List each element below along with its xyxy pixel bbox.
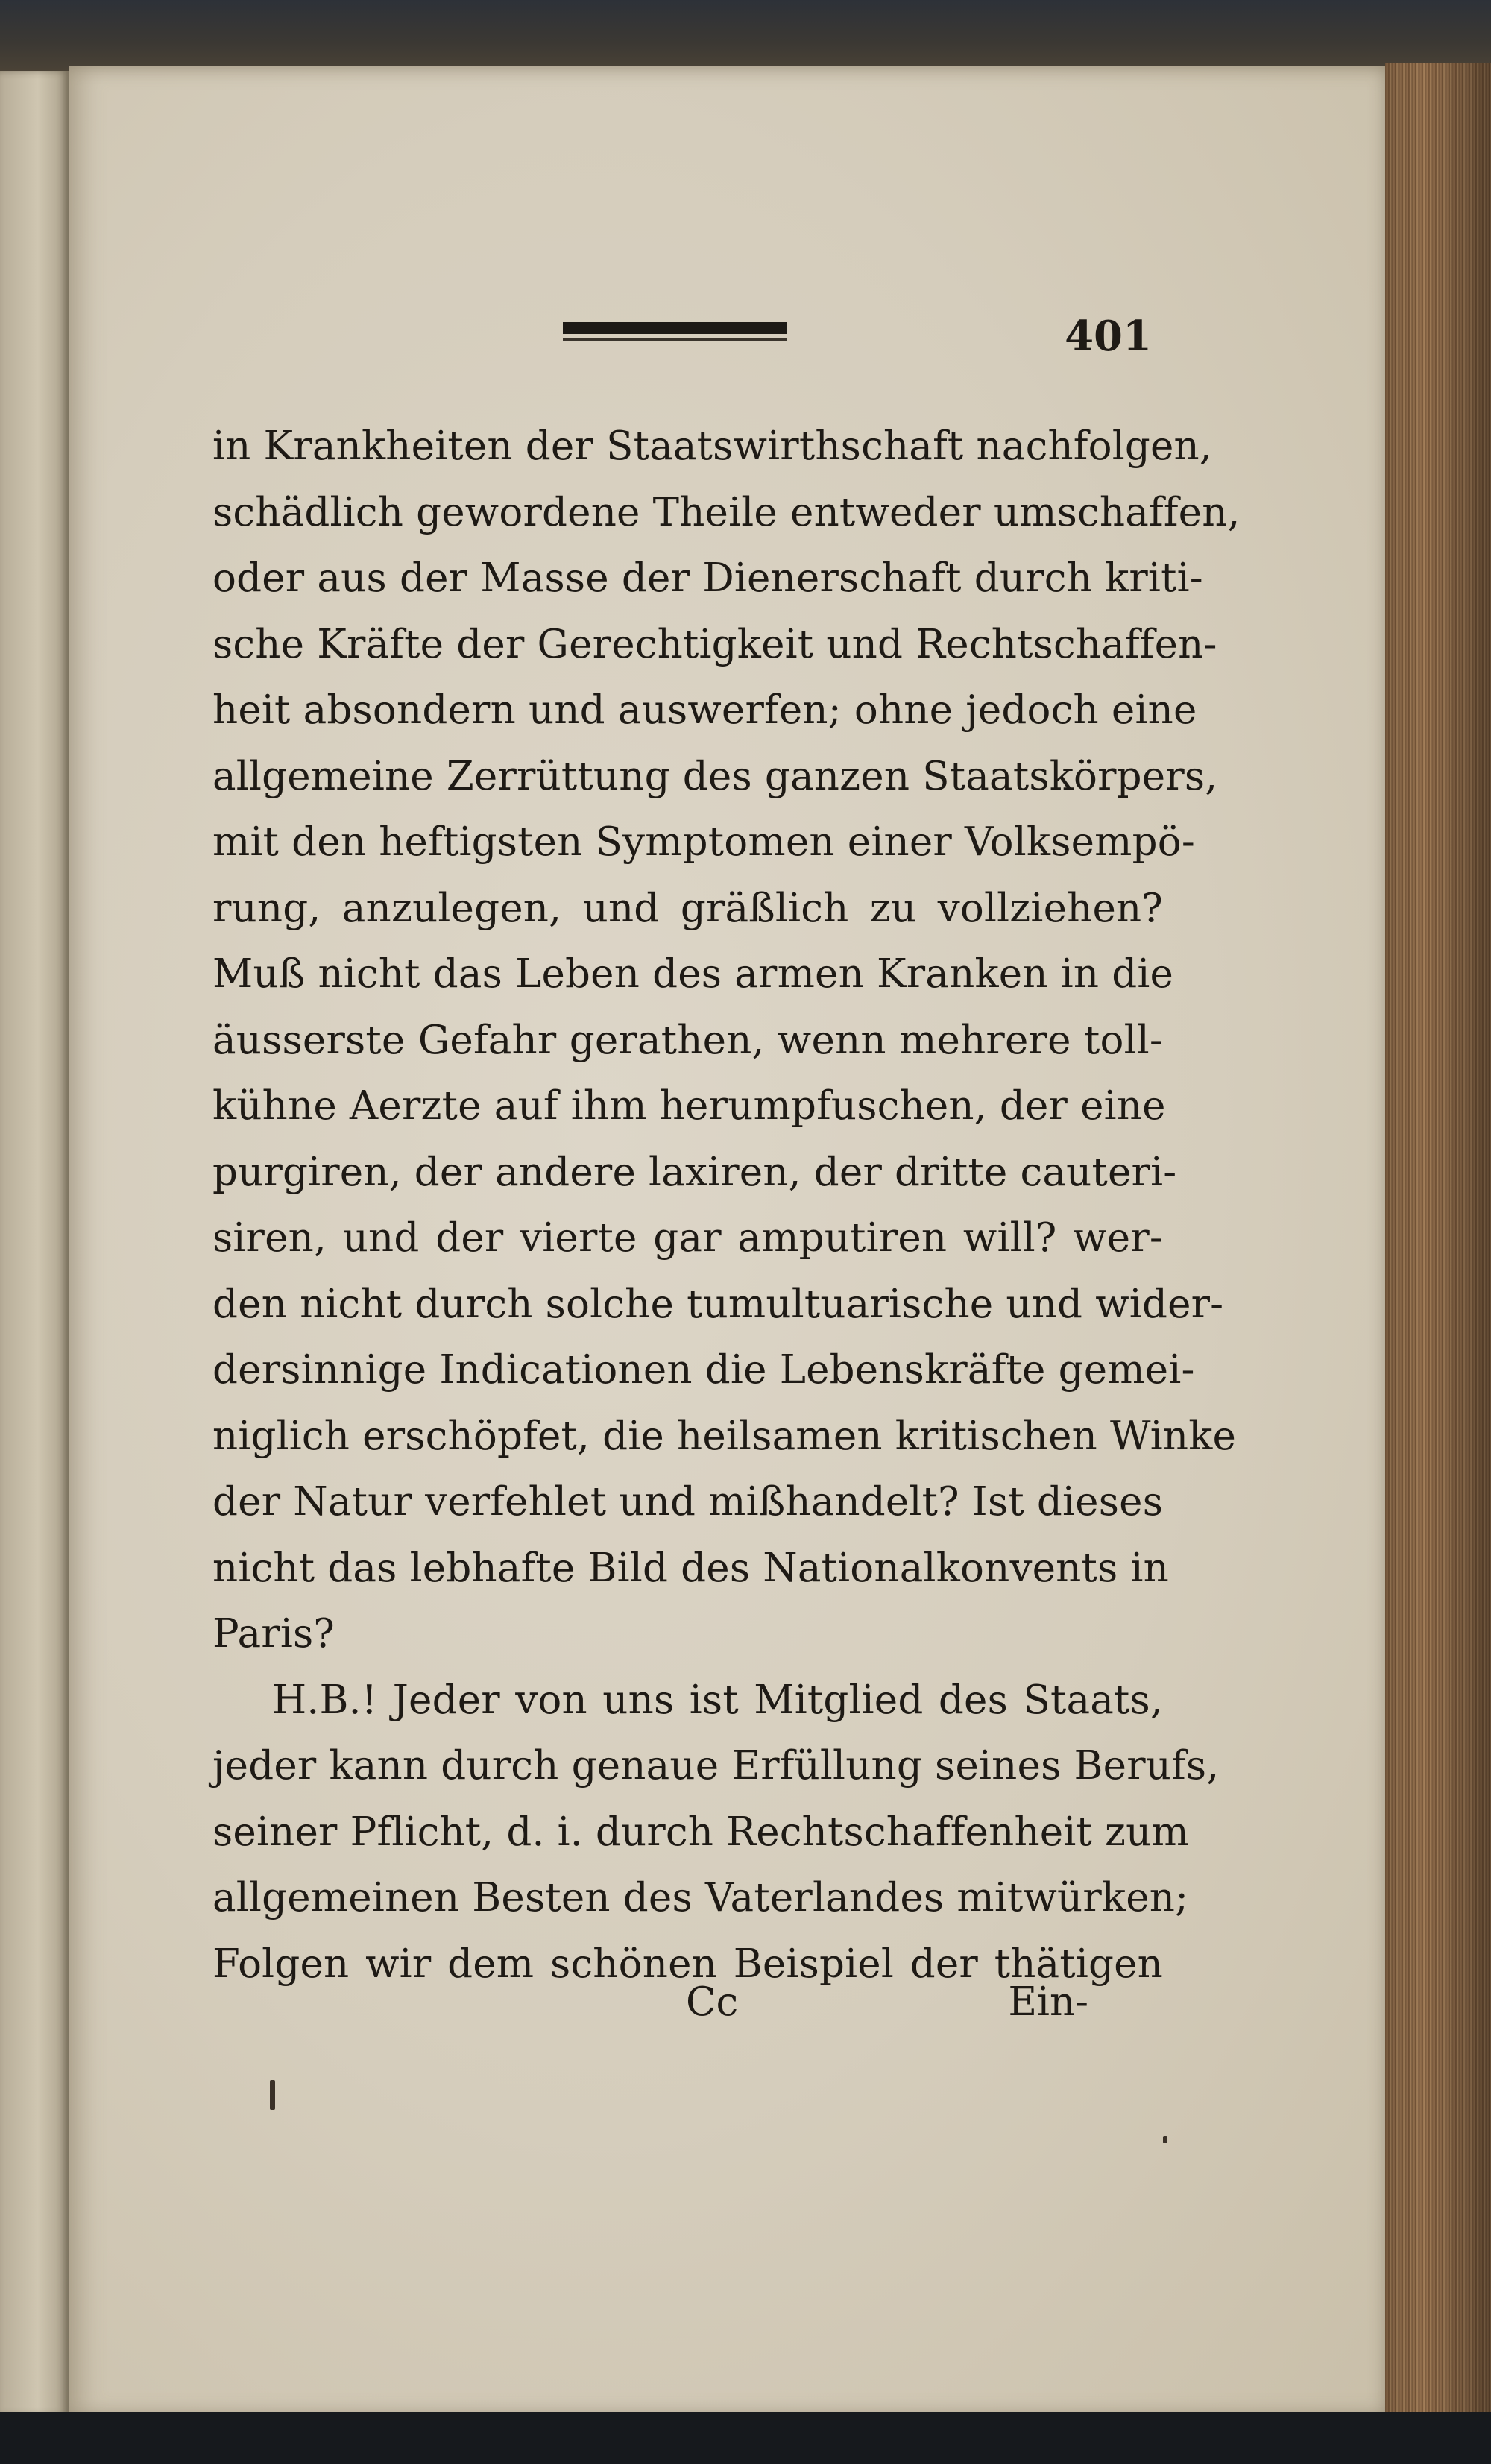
text-line: Muß nicht das Leben des armen Kranken in die [212,951,1174,997]
signature-mark: Cc [686,1979,739,2025]
page-block-shadow [1385,63,1491,2419]
page-number: 401 [1065,312,1152,361]
text-line: jeder kann durch genaue Erfüllung seines Berufs, [212,1743,1220,1789]
paper-speck [1163,2136,1167,2143]
text-line: oder aus der Masse der Dienerschaft durch kriti- [212,555,1203,601]
text-line: H.B.! Jeder von uns ist Mitglied des Staats, [272,1677,1163,1723]
text-line: rung, anzulegen, und gräßlich zu vollziehen? [212,885,1163,931]
text-line: schädlich gewordene Theile entweder umschaffen, [212,489,1241,535]
text-line: kühne Aerzte auf ihm herumpfuschen, der eine [212,1083,1166,1129]
text-line: siren, und der vierte gar amputiren will? wer- [212,1215,1163,1261]
facing-page-edge [0,71,69,2416]
text-line: Folgen wir dem schönen Beispiel der thätigen [212,1941,1163,1987]
page-footer [656,1979,1118,2046]
header-rule [563,322,787,334]
header-rule-thin [563,338,787,341]
text-line: sche Kräfte der Gerechtigkeit und Rechtschaffen- [212,621,1217,667]
book-cover-top [0,0,1491,71]
text-line: heit absondern und auswerfen; ohne jedoch eine [212,687,1197,733]
text-line: allgemeine Zerrüttung des ganzen Staatskörpers, [212,753,1218,799]
text-line: seiner Pflicht, d. i. durch Rechtschaffenheit zum [212,1809,1189,1855]
text-line: niglich erschöpfet, die heilsamen kritischen Winke [212,1413,1237,1459]
paper-speck [270,2080,275,2110]
text-line: der Natur verfehlet und mißhandelt? Ist dieses [212,1479,1164,1525]
text-line: Paris? [212,1611,335,1657]
book-cover-bottom [0,2412,1491,2464]
text-line: dersinnige Indicationen die Lebenskräfte gemei- [212,1347,1195,1393]
text-line: äusserste Gefahr gerathen, wenn mehrere toll- [212,1017,1163,1063]
text-line: purgiren, der andere laxiren, der dritte cauteri- [212,1149,1177,1195]
text-line: mit den heftigsten Symptomen einer Volksempö- [212,819,1195,865]
catchword: Ein- [1008,1979,1088,2025]
body-text [212,414,1241,1997]
text-line: allgemeinen Besten des Vaterlandes mitwürken; [212,1875,1189,1921]
text-line: in Krankheiten der Staatswirthschaft nachfolgen, [212,423,1212,469]
text-line: den nicht durch solche tumultuarische und wider- [212,1281,1224,1327]
text-line: nicht das lebhafte Bild des Nationalkonvents in [212,1545,1169,1591]
